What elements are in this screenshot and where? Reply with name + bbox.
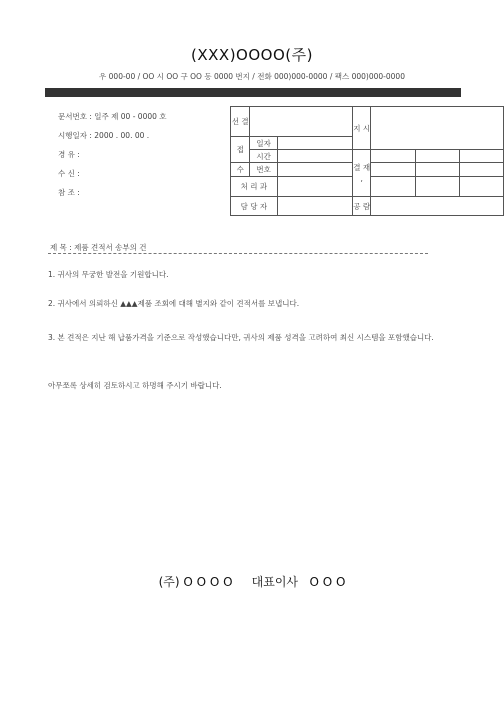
meta-value: 일주 제 00 - 0000 호 bbox=[94, 112, 167, 121]
header-divider-bar bbox=[45, 88, 461, 97]
meta-row-reference bbox=[58, 187, 167, 206]
approval-cell-seon-gyeol-value bbox=[250, 107, 352, 137]
company-title: (XXX)OOOO(주) bbox=[191, 46, 313, 64]
meta-label: 경 유 : bbox=[58, 150, 80, 159]
approval-cell-gong-ram-value bbox=[371, 197, 504, 216]
approval-cell-jeop: 접 bbox=[231, 137, 250, 163]
approval-box bbox=[230, 106, 504, 216]
meta-label: 수 신 : bbox=[58, 169, 80, 178]
approval-cell-su: 수 bbox=[231, 163, 250, 177]
approval-sign-cell bbox=[371, 150, 415, 163]
approval-cell-si-gan-value bbox=[277, 150, 352, 163]
meta-row-doc-number bbox=[58, 111, 167, 130]
body-paragraph-1: 1. 귀사의 무궁한 발전을 기원합니다. bbox=[48, 270, 169, 279]
approval-cell-il-ja: 일자 bbox=[250, 137, 277, 150]
approval-cell-cheo-ri-gwa: 처 리 과 bbox=[231, 177, 278, 197]
approval-sign-cell bbox=[459, 150, 503, 163]
approval-sign-cell bbox=[459, 163, 503, 177]
approval-sign-cell bbox=[459, 177, 503, 197]
subject-divider bbox=[48, 253, 428, 254]
approval-sign-cell bbox=[415, 177, 459, 197]
approval-cell-ji-si-value bbox=[371, 107, 504, 150]
body-closing: 아무쪼록 상세히 검토하시고 하명해 주시기 바랍니다. bbox=[48, 381, 222, 390]
approval-sign-cell bbox=[371, 163, 415, 177]
body-paragraph-2: 2. 귀사에서 의뢰하신 ▲▲▲제품 조회에 대해 별지와 같이 견적서를 보냅니다. bbox=[48, 299, 300, 308]
meta-value: 2000 . 00. 00 . bbox=[94, 131, 150, 140]
approval-cell-dam-dang-ja-value bbox=[277, 197, 352, 216]
company-address: 우 000-00 / OO 시 OO 구 OO 동 0000 번지 / 전화 000)000-0000 / 팩스 000)000-0000 bbox=[99, 72, 405, 81]
approval-cell-il-ja-value bbox=[277, 137, 352, 150]
meta-label: 문서번호 : bbox=[58, 112, 95, 121]
subject-value: 제품 견적서 송부의 건 bbox=[74, 243, 147, 252]
meta-row-issue-date bbox=[58, 130, 167, 149]
approval-cell-si-gan: 시간 bbox=[250, 150, 277, 163]
approval-cell-dam-dang-ja: 담 당 자 bbox=[231, 197, 278, 216]
meta-label: 시행일자 : bbox=[58, 131, 95, 140]
signature-line: (주) O O O O 대표이사 O O O bbox=[158, 575, 346, 589]
approval-cell-cheo-ri-gwa-value bbox=[277, 177, 352, 197]
subject-label: 제 목 : bbox=[50, 243, 75, 252]
approval-cell-ji-si: 지 시 bbox=[352, 107, 371, 150]
meta-row-via bbox=[58, 149, 167, 168]
meta-row-recipient bbox=[58, 168, 167, 187]
approval-cell-seon-gyeol: 선 결 bbox=[231, 107, 250, 137]
body-paragraph-3: 3. 본 견적은 지난 해 납품가격을 기준으로 작성했습니다만, 귀사의 제품 성격을 고려하여 최신 시스템을 포함했습니다. bbox=[48, 333, 434, 342]
approval-cell-beon-ho: 번호 bbox=[250, 163, 277, 177]
approval-sign-cell bbox=[371, 177, 415, 197]
approval-sign-cell bbox=[415, 163, 459, 177]
approval-sign-cell bbox=[415, 150, 459, 163]
meta-label: 참 조 : bbox=[58, 188, 80, 197]
approval-cell-gyeol-jae: 결 재 , bbox=[352, 150, 371, 197]
document-meta bbox=[58, 111, 167, 206]
approval-cell-gong-ram: 공 람 bbox=[352, 197, 371, 216]
subject-line bbox=[50, 242, 147, 253]
approval-cell-beon-ho-value bbox=[277, 163, 352, 177]
